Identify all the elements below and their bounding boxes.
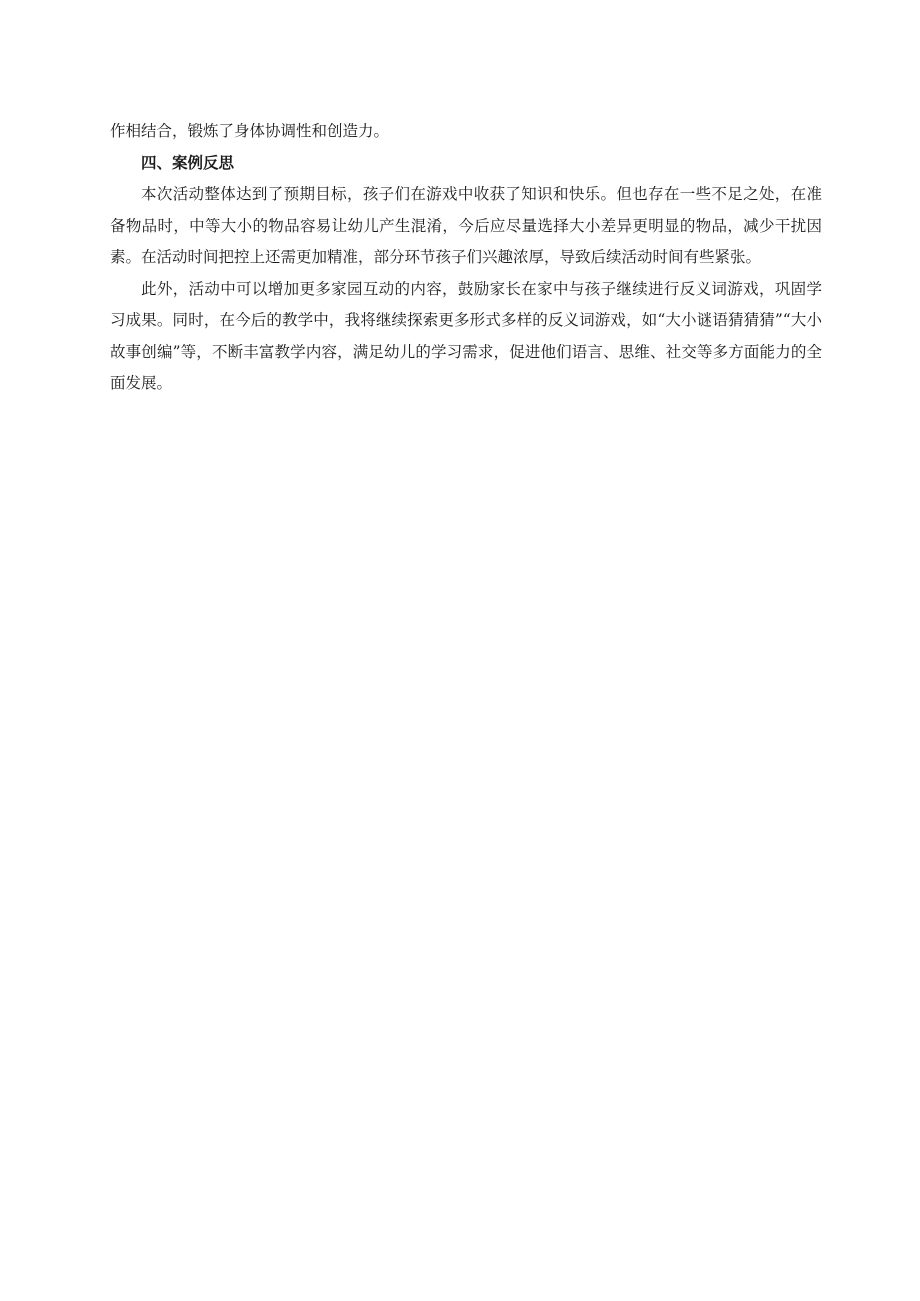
continuation-text: 作相结合，锻炼了身体协调性和创造力。 (110, 122, 390, 140)
section-heading: 四、案例反思 (141, 153, 235, 172)
paragraph-future-plans: 此外，活动中可以增加更多家园互动的内容，鼓励家长在家中与孩子继续进行反义词游戏，巩固学习成果。同时，在今后的教学中，我将继续探索更多形式多样的反义词游戏，如“大小谜语猜猜猜”“大小故事创编”等，不断丰富教学内容，满足幼儿的学习需求，促进他们语言、思维、社交等多方面能力的全面发展。 (110, 279, 822, 392)
document-body (110, 116, 822, 400)
paragraph-reflection: 本次活动整体达到了预期目标，孩子们在游戏中收获了知识和快乐。但也存在一些不足之处，在准备物品时，中等大小的物品容易让幼儿产生混淆，今后应尽量选择大小差异更明显的物品，减少干扰因素。在活动时间把控上还需更加精准，部分环节孩子们兴趣浓厚，导致后续活动时间有些紧张。 (110, 185, 822, 266)
